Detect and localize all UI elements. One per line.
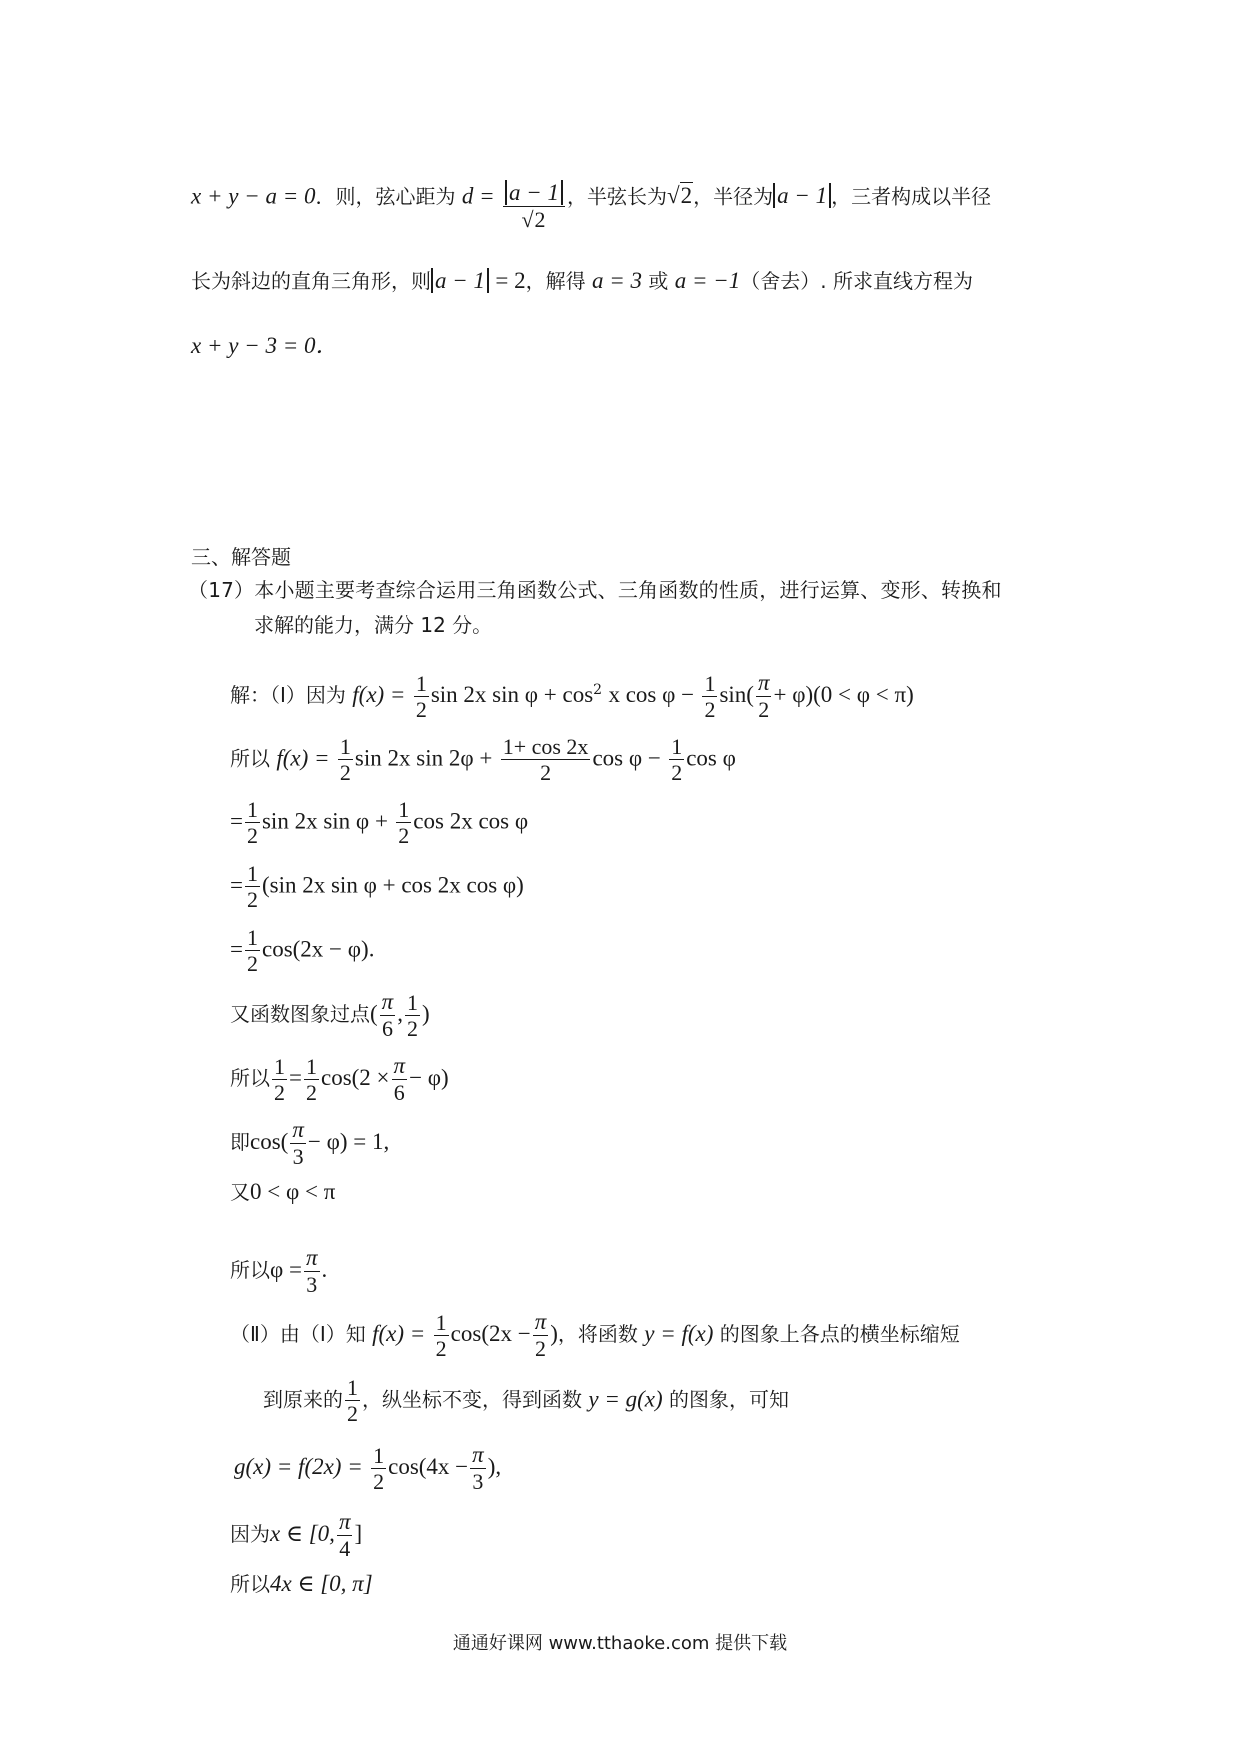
numerator: 1 [246, 797, 258, 822]
fraction [338, 734, 353, 786]
text: ．则，弦心距为 [315, 184, 456, 209]
text: 又函数图象过点 [230, 1001, 370, 1026]
denominator: 3 [292, 1144, 304, 1170]
fraction-pi-over-2 [756, 670, 772, 723]
denominator: 2 [758, 697, 770, 723]
equation: − φ) = 1, [307, 1128, 390, 1154]
solution-step-14 [230, 1509, 362, 1562]
q17-intro-line-2: 求解的能力，满分 12 分。 [254, 613, 493, 637]
denominator: 2 [246, 823, 258, 849]
equation-line: x + y − 3 = 0． [191, 333, 339, 358]
step-label: （Ⅱ）由（Ⅰ）知 [230, 1321, 366, 1346]
equation: x cos φ − [608, 681, 695, 707]
denominator: 2 [435, 1335, 447, 1361]
text: 或 [648, 269, 669, 293]
equation: f(x) = [276, 745, 330, 771]
q17-intro-line-1: （17）本小题主要考查综合运用三角函数公式、三角函数的性质，进行运算、变形、转换和 [188, 578, 1002, 602]
equation: a = 3 [591, 268, 643, 293]
equation: cos φ − [592, 745, 661, 771]
equation: ), [487, 1453, 502, 1479]
solution-step-11 [230, 1309, 960, 1362]
numerator: 1 [347, 1375, 358, 1400]
fraction-pi-over-3 [470, 1442, 486, 1495]
text: ，半径为 [693, 184, 774, 209]
denominator: 2 [398, 823, 410, 849]
equation: f(x) = [372, 1320, 426, 1346]
numerator: 1 [305, 1053, 317, 1079]
equation: y = f(x) [644, 1320, 714, 1346]
fraction-pi-over-6 [380, 989, 396, 1042]
solution-step-8 [230, 1117, 389, 1170]
fraction-pi-over-3 [290, 1117, 306, 1170]
prev-line-1 [191, 180, 991, 233]
fraction-pi-over-2 [533, 1309, 549, 1362]
fraction [304, 1054, 319, 1106]
denominator: 6 [393, 1080, 405, 1106]
numerator: 1 [415, 670, 427, 696]
fraction [245, 861, 260, 913]
equation: cos 2x cos φ [413, 808, 529, 834]
bracket: ] [354, 1520, 363, 1546]
equation: cos( [250, 1128, 289, 1154]
denominator: 2 [540, 760, 552, 786]
text: 长为斜边的直角三角形，则 [191, 269, 431, 293]
text: （舍去）. 所求直线方程为 [740, 269, 973, 293]
numerator: 1 [274, 1053, 285, 1079]
numerator: 1 [435, 1309, 447, 1335]
equation: cos(2 × [320, 1064, 390, 1090]
equation: sin 2x sin φ + cos [430, 681, 594, 707]
equation: sin( [719, 681, 754, 707]
text: 的图象上各点的横坐标缩短 [719, 1321, 960, 1346]
text: 所以 [230, 1572, 270, 1596]
equation: + φ)(0 < φ < π) [773, 681, 914, 707]
numerator: 1 [671, 734, 683, 759]
numerator: 1 [406, 989, 418, 1015]
denominator: 2 [534, 1336, 546, 1362]
solution-step-10 [230, 1245, 327, 1298]
abs-value: a − 1 [505, 180, 563, 205]
denominator: 2 [246, 887, 258, 913]
denominator: 2 [373, 1468, 385, 1494]
fraction-chord-distance [503, 180, 565, 233]
equation: d = [461, 183, 495, 209]
fraction-pi-over-6 [392, 1053, 408, 1106]
solution-step-2 [230, 734, 736, 786]
numerator: 1 [246, 861, 258, 886]
fraction [371, 1443, 386, 1495]
numerator: 1 [373, 1442, 385, 1468]
step-label: 解：（Ⅰ）因为 [230, 682, 346, 707]
denominator: 2 [704, 696, 716, 722]
equation: y = g(x) [588, 1386, 663, 1412]
numerator: π [337, 1509, 353, 1536]
equals: = [230, 936, 243, 962]
denominator: 2 [406, 1015, 418, 1041]
text: 到原来的 [263, 1387, 343, 1412]
numerator: 1 [398, 797, 410, 822]
comma: , [397, 1000, 403, 1026]
solution-step-4 [230, 861, 524, 913]
numerator: π [304, 1245, 320, 1272]
equation-line: x + y − a = 0 [191, 183, 316, 209]
equals: = [230, 808, 243, 834]
text: ，将函数 [557, 1321, 638, 1346]
solution-step-12 [263, 1375, 789, 1427]
fraction [396, 797, 411, 849]
text: ，半弦长为 [567, 184, 668, 209]
sqrt-sign: √ [667, 183, 680, 209]
numerator: 1 [704, 670, 716, 696]
numerator: π [392, 1053, 408, 1080]
equation: cos(2x − [450, 1320, 531, 1346]
sqrt-sign: √ [521, 207, 534, 233]
equation: cos(2x − φ). [261, 936, 375, 962]
numerator: 1+ cos 2x [502, 734, 589, 759]
solution-step-15 [230, 1572, 373, 1595]
denominator: 4 [339, 1536, 351, 1562]
equation: sin 2x sin φ + [261, 808, 388, 834]
solution-step-5 [230, 925, 374, 977]
text: 所以 [230, 1065, 270, 1090]
equation: (sin 2x sin φ + cos 2x cos φ) [261, 872, 524, 898]
equation: cos φ [686, 745, 736, 771]
text: 即 [230, 1129, 250, 1154]
solution-step-7 [230, 1053, 449, 1106]
equation: x ∈ [0, [270, 1520, 335, 1546]
radicand: 2 [534, 207, 546, 233]
denominator: 3 [306, 1272, 318, 1298]
solution-step-1 [230, 670, 914, 723]
equation: − φ) [409, 1064, 449, 1090]
equation: 4x ∈ [0, π] [270, 1571, 373, 1596]
equation: a = −1 [674, 268, 741, 293]
fraction [245, 925, 260, 977]
numerator: 1 [339, 734, 351, 759]
prev-line-3 [191, 334, 338, 357]
fraction [245, 797, 260, 849]
fraction [272, 1054, 287, 1106]
equation: g(x) = f(2x) = [234, 1453, 363, 1479]
text: 的图象，可知 [668, 1387, 789, 1412]
denominator: 2 [246, 951, 258, 977]
text: 所以 [230, 746, 270, 771]
fraction [345, 1375, 360, 1427]
fraction [669, 734, 684, 786]
fraction [434, 1310, 449, 1362]
fraction-pi-over-3 [304, 1245, 320, 1298]
text: 又 [230, 1180, 250, 1204]
fraction [702, 671, 717, 723]
paren: ) [421, 1000, 430, 1026]
exponent: 2 [593, 682, 603, 699]
solution-step-9 [230, 1180, 335, 1203]
numerator: π [290, 1117, 306, 1144]
numerator: 1 [246, 925, 258, 950]
equation: 0 < φ < π [250, 1179, 336, 1204]
radicand: 2 [680, 183, 693, 209]
equals: = [289, 1064, 302, 1090]
paren: ( [370, 1000, 378, 1026]
numerator: π [533, 1309, 549, 1336]
footer-download-note: 通通好课网 www.tthaoke.com 提供下载 [452, 1633, 788, 1654]
solution-step-13 [234, 1442, 501, 1495]
denominator: 6 [381, 1016, 393, 1042]
equation: φ = [270, 1256, 302, 1282]
numerator: π [756, 670, 772, 697]
text: 因为 [230, 1521, 270, 1546]
equals: = [230, 872, 243, 898]
numerator: π [470, 1442, 486, 1469]
denominator: 2 [671, 760, 683, 786]
section-heading: 三、解答题 [191, 545, 291, 569]
fraction [405, 990, 420, 1042]
text: 所以 [230, 1257, 270, 1282]
denominator: 3 [472, 1469, 484, 1495]
denominator: 2 [415, 696, 427, 722]
prev-line-2 [191, 269, 973, 292]
equation: sin 2x sin 2φ + [354, 745, 493, 771]
period: . [321, 1256, 328, 1282]
abs-value: a − 1 [773, 183, 831, 208]
denominator: 2 [347, 1401, 358, 1427]
text: ，解得 [525, 269, 586, 293]
text: ，纵坐标不变，得到函数 [362, 1387, 582, 1412]
equation: = 2 [495, 268, 526, 293]
fraction-pi-over-4 [337, 1509, 353, 1562]
numerator: π [380, 989, 396, 1016]
denominator: 2 [339, 760, 351, 786]
equation: cos(4x − [388, 1453, 469, 1479]
text: ，三者构成以半径 [831, 184, 992, 209]
denominator: 2 [305, 1079, 317, 1105]
abs-value: a − 1 [431, 268, 489, 293]
solution-step-3 [230, 797, 528, 849]
fraction-cos [501, 734, 591, 786]
denominator: 2 [274, 1079, 285, 1105]
paren: ) [550, 1320, 558, 1346]
fraction [414, 671, 429, 723]
equation: f(x) = [352, 681, 406, 707]
solution-step-6 [230, 989, 430, 1042]
